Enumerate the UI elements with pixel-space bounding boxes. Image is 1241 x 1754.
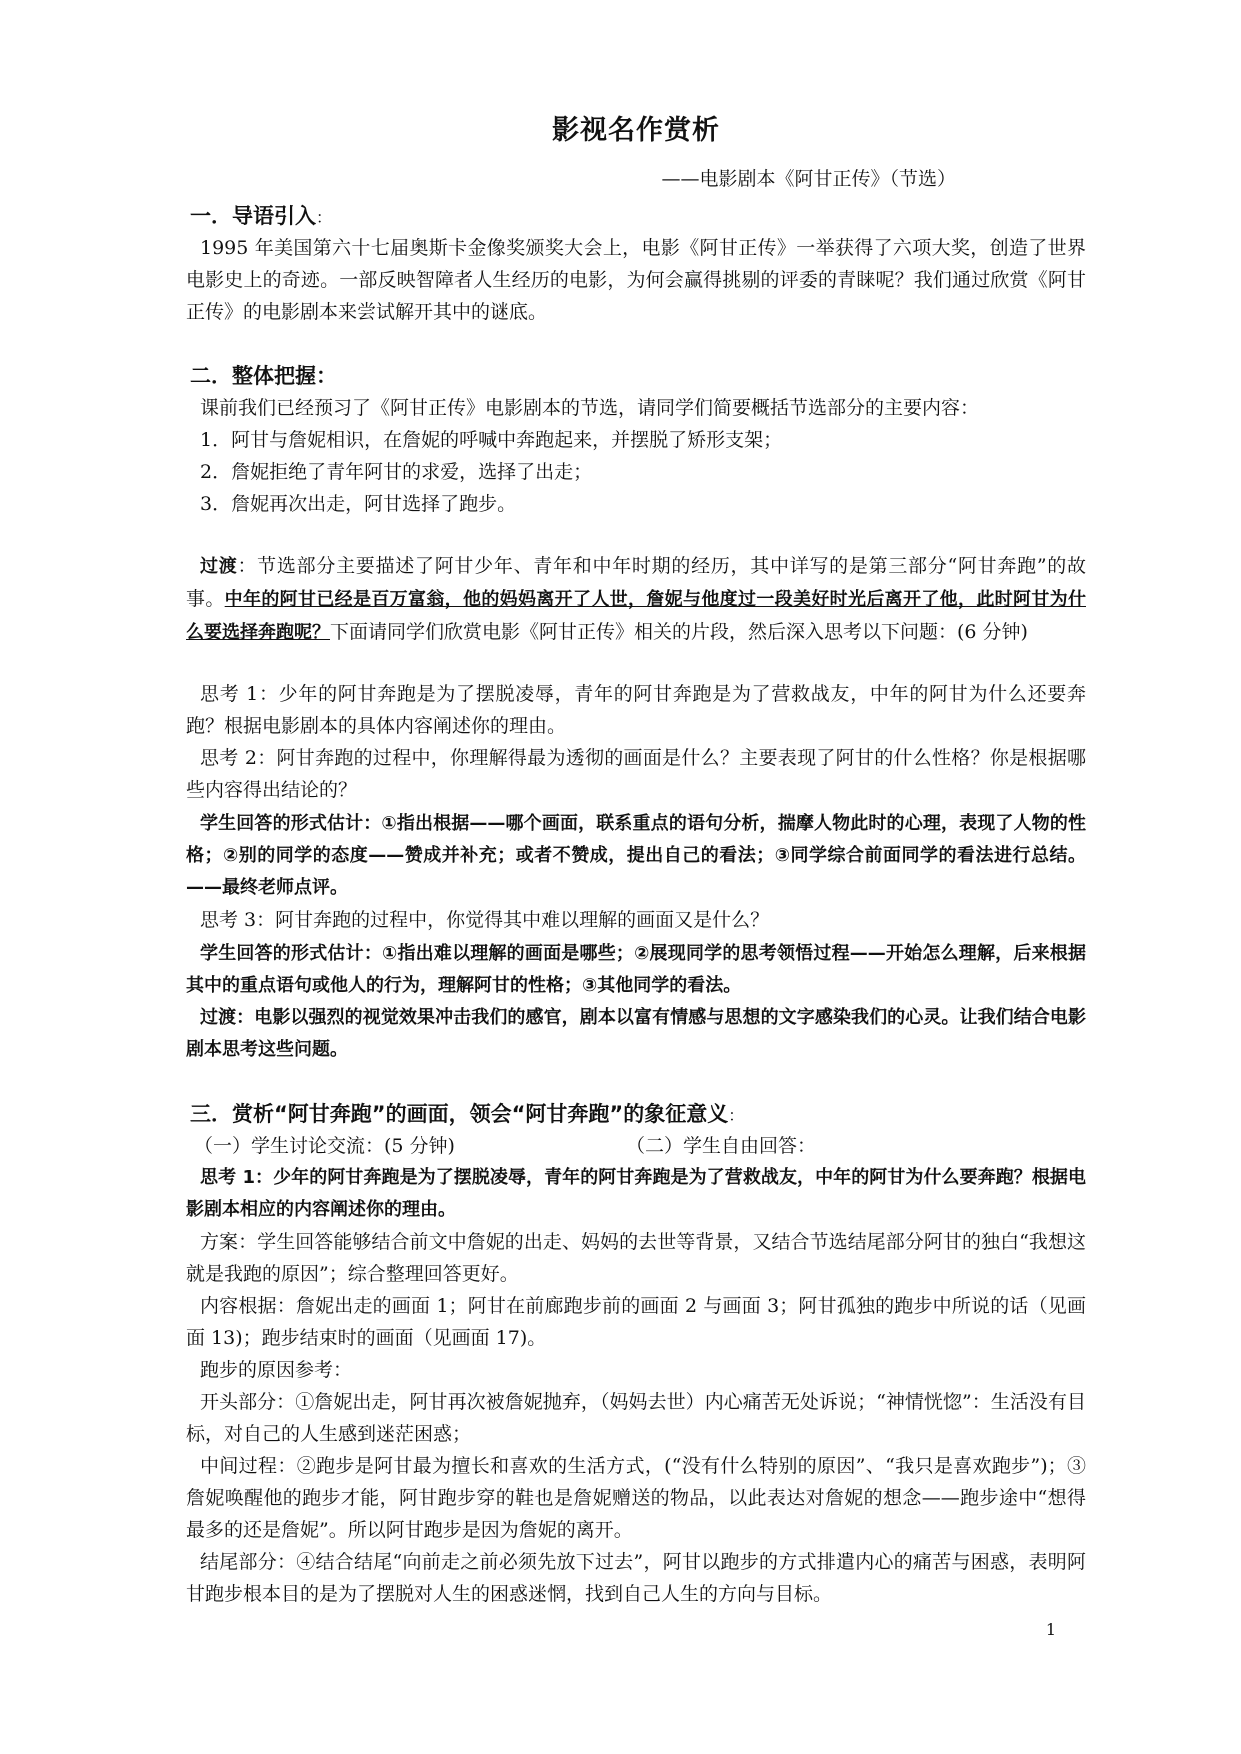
document-page xyxy=(186,0,1086,1754)
sub-heading-free-answer: （二）学生自由回答： xyxy=(626,1135,817,1157)
reason-end: 结尾部分：④结合结尾“向前走之前必须先放下过去”，阿甘以跑步的方式排遣内心的痛苦与困惑，表明阿甘跑步根本目的是为了摆脱对人生的困惑迷惘，找到自己人生的方向与目标。 xyxy=(186,1551,1086,1605)
section-2-intro: 课前我们已经预习了《阿甘正传》电影剧本的节选，请同学们简要概括节选部分的主要内容： xyxy=(200,397,980,419)
think-3: 思考 3：阿甘奔跑的过程中，你觉得其中难以理解的画面又是什么？ xyxy=(200,909,770,931)
page-subtitle: ——电影剧本《阿甘正传》（节选） xyxy=(661,168,956,190)
plan-paragraph: 方案：学生回答能够结合前文中詹妮的出走、妈妈的去世等背景，又结合节选结尾部分阿甘的独白“我想这就是我跑的原因”；综合整理回答更好。 xyxy=(186,1231,1086,1285)
underlined-question: 中年的阿甘已经是百万富翁，他的妈妈离开了人世，詹妮与他度过一段美好时光后离开了他，此时阿甘为什么要选择奔跑呢？ xyxy=(186,589,1086,643)
section-1-body: 1995 年美国第六十七届奥斯卡金像奖颁奖大会上，电影《阿甘正传》一举获得了六项大奖，创造了世界电影史上的奇迹。一部反映智障者人生经历的电影，为何会赢得挑剔的评委的青睐呢？我们通过欣赏《阿甘正传》的电影剧本来尝试解开其中的谜底。 xyxy=(186,237,1086,323)
section-heading-2: 二．整体把握： xyxy=(190,364,337,388)
transition-paragraph-2: 过渡：电影以强烈的视觉效果冲击我们的感官，剧本以富有情感与思想的文字感染我们的心灵。让我们结合电影剧本思考这些问题。 xyxy=(186,1007,1086,1060)
reasons-label: 跑步的原因参考： xyxy=(200,1359,353,1381)
page-number: 1 xyxy=(1045,1620,1056,1639)
answer-estimate-1: 学生回答的形式估计：①指出根据——哪个画面，联系重点的语句分析，揣摩人物此时的心理，表现了人物的性格；②别的同学的态度——赞成并补充；或者不赞成，提出自己的看法；③同学综合前面同学的看法进行总结。——最终老师点评。 xyxy=(186,813,1086,898)
sub-heading-discussion: （一）学生讨论交流：(5 分钟) xyxy=(194,1135,455,1157)
basis-paragraph: 内容根据：詹妮出走的画面 1；阿甘在前廊跑步前的画面 2 与画面 3；阿甘孤独的跑步中所说的话（见画面 13)；跑步结束时的画面（见画面 17)。 xyxy=(186,1295,1086,1349)
think-2: 思考 2：阿甘奔跑的过程中，你理解得最为透彻的画面是什么？主要表现了阿甘的什么性格？你是根据哪些内容得出结论的？ xyxy=(186,747,1086,801)
answer-estimate-2: 学生回答的形式估计：①指出难以理解的画面是哪些；②展现同学的思考领悟过程——开始怎么理解，后来根据其中的重点语句或他人的行为，理解阿甘的性格；③其他同学的看法。 xyxy=(186,943,1086,996)
summary-item-1: 1．阿甘与詹妮相识，在詹妮的呼喊中奔跑起来，并摆脱了矫形支架； xyxy=(200,429,783,451)
transition-paragraph-1: 过渡：节选部分主要描述了阿甘少年、青年和中年时期的经历，其中详写的是第三部分“阿甘奔跑”的故事。中年的阿甘已经是百万富翁，他的妈妈离开了人世，詹妮与他度过一段美好时光后离开了他，此时阿甘为什么要选择奔跑呢？下面请同学们欣赏电影《阿甘正传》相关的片段，然后深入思考以下问题：(6 分钟) xyxy=(186,555,1086,643)
reason-middle: 中间过程：②跑步是阿甘最为擅长和喜欢的生活方式，(“没有什么特别的原因”、“我只是喜欢跑步”)；③詹妮唤醒他的跑步才能，阿甘跑步穿的鞋也是詹妮赠送的物品，以此表达对詹妮的想念——跑步途中“想得最多的还是詹妮”。所以阿甘跑步是因为詹妮的离开。 xyxy=(186,1455,1086,1541)
summary-item-2: 2．詹妮拒绝了青年阿甘的求爱，选择了出走； xyxy=(200,461,593,483)
section-heading-1: 一．导语引入： xyxy=(190,204,333,228)
summary-item-3: 3．詹妮再次出走，阿甘选择了跑步。 xyxy=(200,493,517,515)
page-title: 影视名作赏析 xyxy=(552,115,720,146)
reason-start: 开头部分：①詹妮出走，阿甘再次被詹妮抛弃，（妈妈去世）内心痛苦无处诉说；“神情恍惚”：生活没有目标，对自己的人生感到迷茫困惑； xyxy=(186,1391,1086,1445)
section-heading-3: 三．赏析“阿甘奔跑”的画面，领会“阿甘奔跑”的象征意义： xyxy=(190,1102,745,1126)
section-3-think-1: 思考 1：少年的阿甘奔跑是为了摆脱凌辱，青年的阿甘奔跑是为了营救战友，中年的阿甘为什么要奔跑？根据电影剧本相应的内容阐述你的理由。 xyxy=(186,1167,1086,1220)
think-1: 思考 1：少年的阿甘奔跑是为了摆脱凌辱，青年的阿甘奔跑是为了营救战友，中年的阿甘为什么还要奔跑？根据电影剧本的具体内容阐述你的理由。 xyxy=(186,683,1086,737)
